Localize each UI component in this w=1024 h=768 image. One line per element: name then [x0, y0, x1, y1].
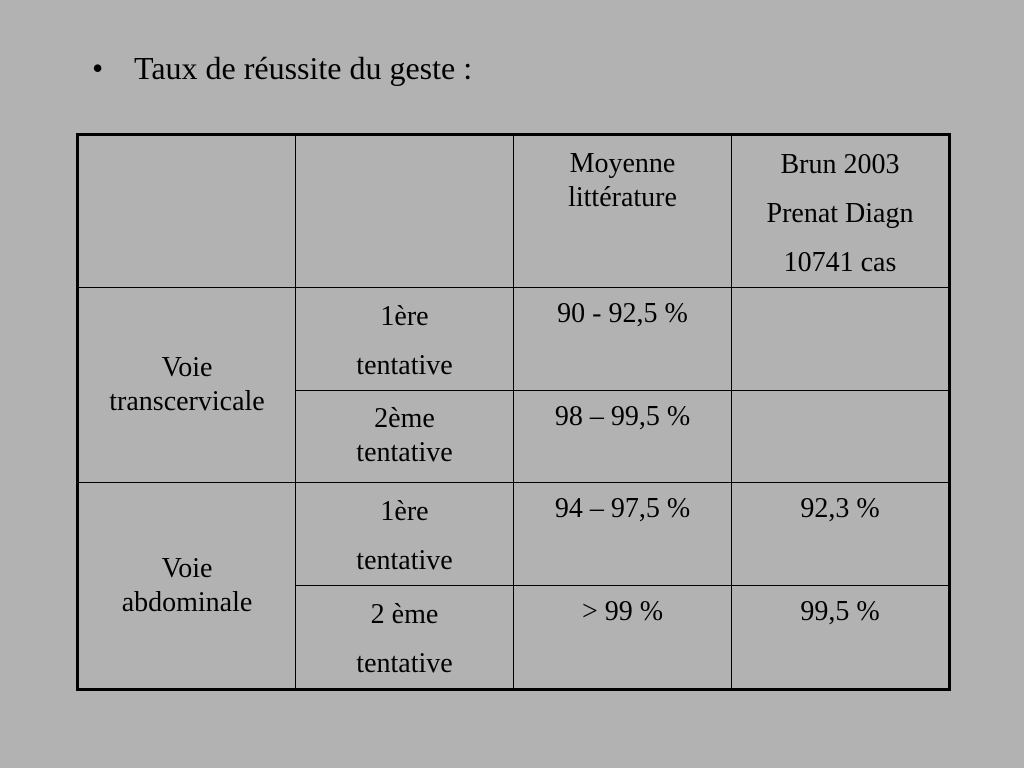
attempt-line-2: tentative	[356, 437, 453, 468]
header-brun-line-2: Prenat Diagn	[766, 198, 914, 229]
header-brun-line-1: Brun 2003	[780, 149, 900, 180]
attempt-line-1: 1ère	[380, 301, 429, 332]
brun-value-cell	[732, 288, 950, 391]
literature-value-cell: > 99 %	[514, 586, 732, 690]
literature-value-cell: 98 – 99,5 %	[514, 391, 732, 483]
heading-text: Taux de réussite du geste :	[134, 50, 473, 86]
table-header-row	[78, 135, 950, 288]
header-literature-line-2: littérature	[568, 182, 677, 213]
table-row	[78, 483, 950, 586]
attempt-line-1: 2ème	[374, 403, 435, 434]
literature-value-cell: 90 - 92,5 %	[514, 288, 732, 391]
brun-value-cell: 92,3 %	[732, 483, 950, 586]
route-line-1: Voie	[161, 552, 213, 584]
header-literature-line-1: Moyenne	[569, 148, 676, 179]
attempt-line-1: 1ère	[380, 496, 429, 527]
attempt-cell	[296, 391, 514, 483]
route-abdominal-cell	[78, 483, 296, 690]
header-literature-average	[514, 135, 732, 288]
attempt-line-2: tentative	[356, 350, 453, 381]
route-transcervical-cell	[78, 288, 296, 483]
attempt-line-2: tentative	[356, 648, 453, 679]
attempt-line-1: 2 ème	[370, 599, 439, 630]
header-brun-line-3: 10741 cas	[783, 247, 897, 278]
brun-value-cell	[732, 391, 950, 483]
route-line-2: transcervicale	[109, 386, 265, 417]
slide-heading	[92, 48, 472, 88]
attempt-line-2: tentative	[356, 545, 453, 576]
attempt-cell	[296, 288, 514, 391]
attempt-cell	[296, 586, 514, 690]
route-line-2: abdominale	[121, 586, 253, 618]
bullet-icon: •	[92, 50, 104, 86]
attempt-cell	[296, 483, 514, 586]
results-table	[76, 133, 951, 691]
table-row	[78, 288, 950, 391]
header-brun-2003	[732, 135, 950, 288]
route-line-1: Voie	[161, 352, 213, 383]
header-empty-cell-1	[78, 135, 296, 288]
literature-value-cell: 94 – 97,5 %	[514, 483, 732, 586]
header-empty-cell-2	[296, 135, 514, 288]
brun-value-cell: 99,5 %	[732, 586, 950, 690]
